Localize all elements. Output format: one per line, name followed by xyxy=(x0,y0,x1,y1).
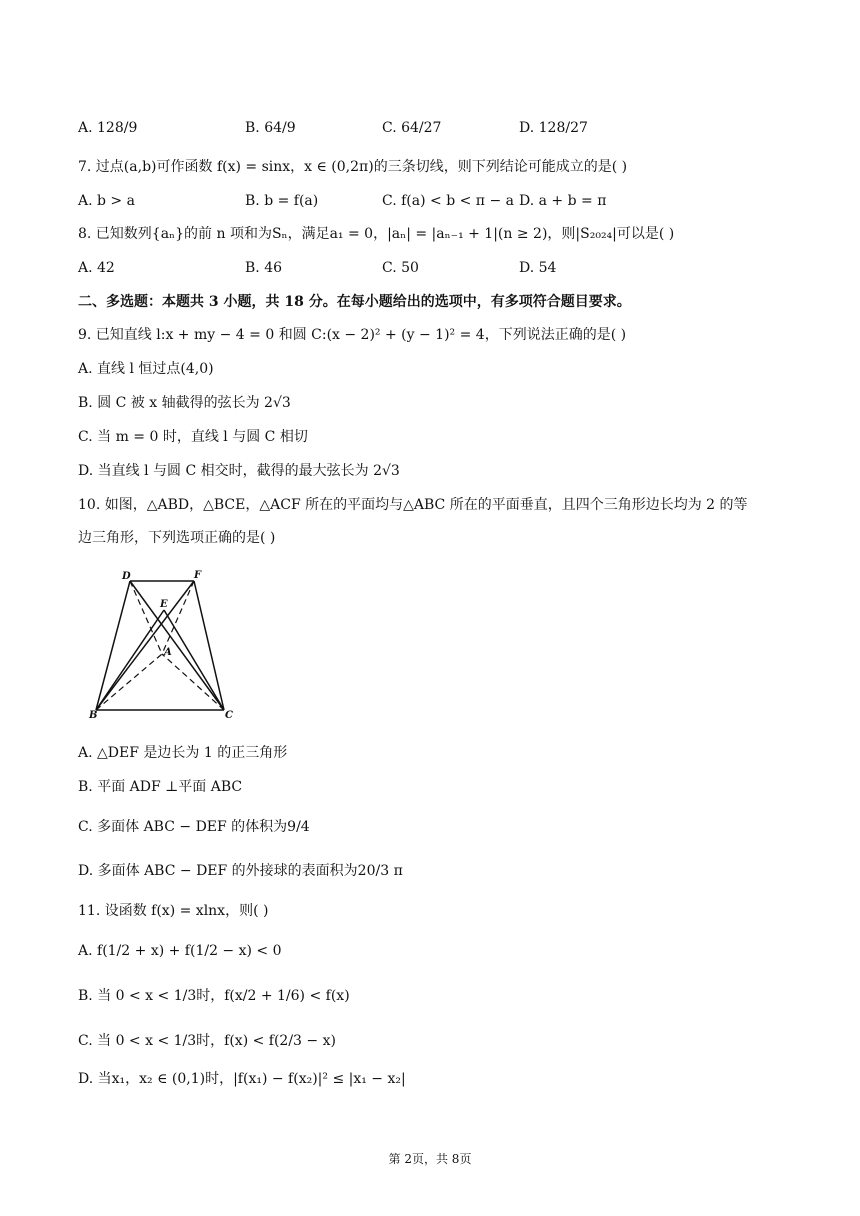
polyhedron-diagram xyxy=(86,562,246,724)
polyhedron-figure xyxy=(86,562,246,724)
q11-option-d: D. 当x₁，x₂ ∈ (0,1)时，|f(x₁) − f(x₂)|² ≤ |x₁ − x₂| xyxy=(78,1071,406,1087)
q7-option-a: A. b > a xyxy=(78,193,135,209)
q7-option-c: C. f(a) < b < π − a xyxy=(382,193,514,209)
q10-option-a: A. △DEF 是边长为 1 的正三角形 xyxy=(78,745,288,761)
edge-db xyxy=(96,581,130,710)
q11-option-b: B. 当 0 < x < 1/3时，f(x/2 + 1/6) < f(x) xyxy=(78,988,350,1004)
q8-option-a: A. 42 xyxy=(78,260,115,276)
q9-option-b: B. 圆 C 被 x 轴截得的弦长为 2√3 xyxy=(78,395,291,411)
q10-stem-line2: 边三角形，下列选项正确的是( ) xyxy=(78,530,276,546)
q8-option-c: C. 50 xyxy=(382,260,419,276)
label-e: E xyxy=(160,599,168,610)
label-b: B xyxy=(89,710,98,721)
q9-option-a: A. 直线 l 恒过点(4,0) xyxy=(78,361,214,377)
q6-option-a: A. 128/9 xyxy=(78,120,138,136)
q6-option-c: C. 64/27 xyxy=(382,120,442,136)
q8-stem: 8. 已知数列{aₙ}的前 n 项和为Sₙ，满足a₁ = 0，|aₙ| = |aₙ₋₁ + 1|(n ≥ 2)，则|S₂₀₂₄|可以是( ) xyxy=(78,226,675,242)
q7-stem: 7. 过点(a,b)可作函数 f(x) = sinx，x ∈ (0,2π)的三条切线，则下列结论可能成立的是( ) xyxy=(78,159,628,175)
q11-stem: 11. 设函数 f(x) = xlnx，则( ) xyxy=(78,903,269,919)
q8-option-b: B. 46 xyxy=(245,260,283,276)
q10-option-c: C. 多面体 ABC − DEF 的体积为9/4 xyxy=(78,819,310,835)
page-footer: 第 2页，共 8页 xyxy=(388,1152,472,1166)
section-heading: 二、多选题：本题共 3 小题，共 18 分。在每小题给出的选项中，有多项符合题目要求。 xyxy=(78,294,631,310)
label-d: D xyxy=(122,571,131,582)
edge-ca-hidden xyxy=(162,654,224,710)
q7-option-d: D. a + b = π xyxy=(519,193,607,209)
q6-option-d: D. 128/27 xyxy=(519,120,588,136)
edge-eb xyxy=(96,610,164,710)
q8-option-d: D. 54 xyxy=(519,260,557,276)
q11-option-a: A. f(1/2 + x) + f(1/2 − x) < 0 xyxy=(78,943,282,959)
q10-option-b: B. 平面 ADF ⊥平面 ABC xyxy=(78,779,243,795)
q9-option-d: D. 当直线 l 与圆 C 相交时，截得的最大弦长为 2√3 xyxy=(78,463,400,479)
label-f: F xyxy=(194,570,202,581)
q9-option-c: C. 当 m = 0 时，直线 l 与圆 C 相切 xyxy=(78,429,308,445)
q10-option-d: D. 多面体 ABC − DEF 的外接球的表面积为20/3 π xyxy=(78,863,403,879)
q7-option-b: B. b = f(a) xyxy=(245,193,319,209)
label-c: C xyxy=(225,710,233,721)
q10-stem-line1: 10. 如图，△ABD，△BCE，△ACF 所在的平面均与△ABC 所在的平面垂直，且四个三角形边长均为 2 的等 xyxy=(78,497,748,513)
q6-option-b: B. 64/9 xyxy=(245,120,296,136)
q9-stem: 9. 已知直线 l:x + my − 4 = 0 和圆 C:(x − 2)² + (y − 1)² = 4，下列说法正确的是( ) xyxy=(78,327,627,343)
label-a: A xyxy=(164,647,172,658)
edge-ec xyxy=(164,610,224,710)
q11-option-c: C. 当 0 < x < 1/3时，f(x) < f(2/3 − x) xyxy=(78,1033,336,1049)
